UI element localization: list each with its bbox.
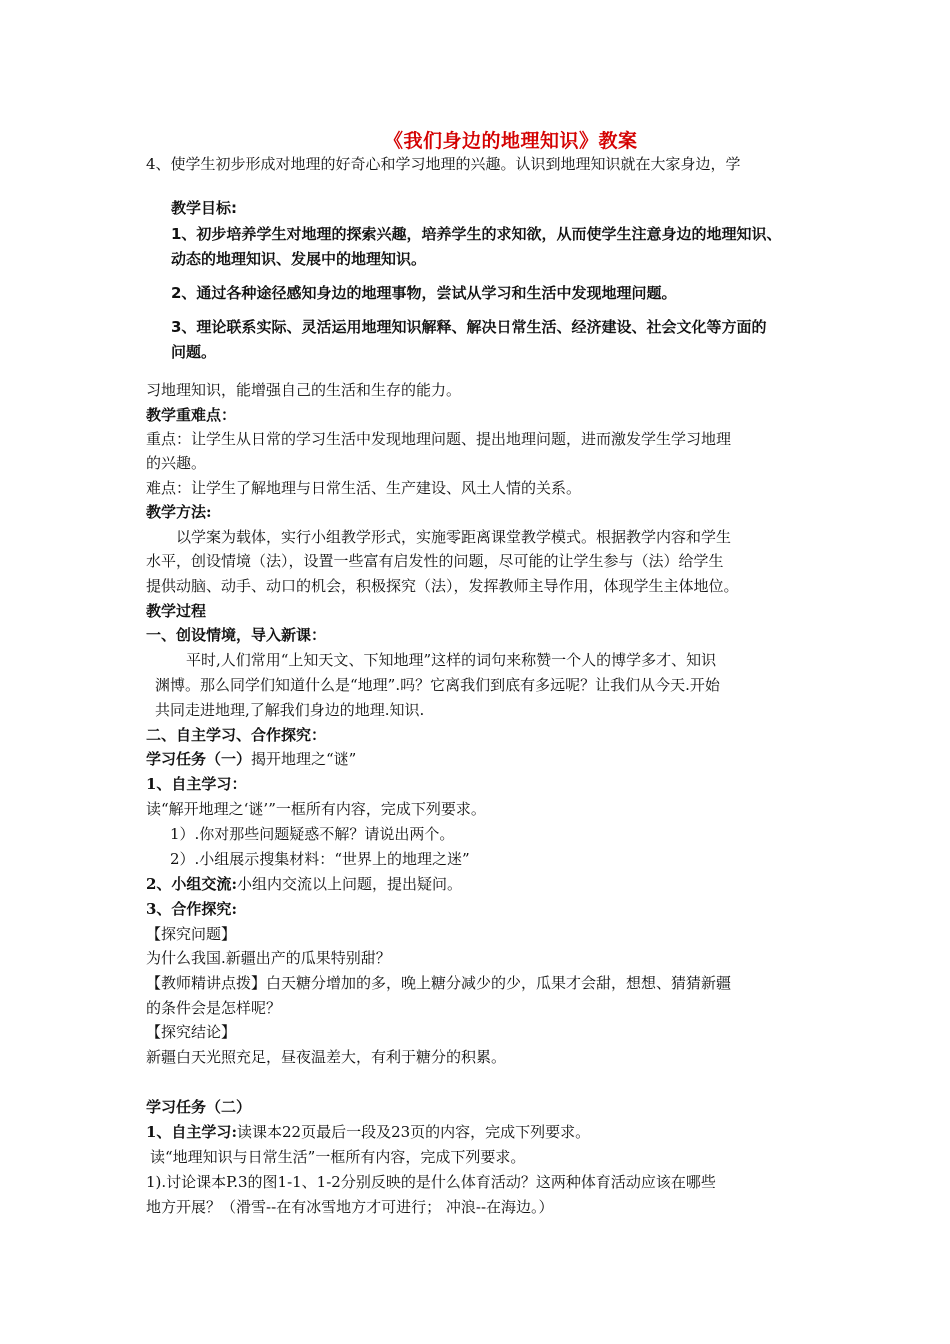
teacher-point-line-2: 的条件会是怎样呢？ xyxy=(146,999,282,1017)
method-line-3: 提供动脑、动手、动口的机会，积极探究（法），发挥教师主导作用，体现学生主体地位。 xyxy=(146,577,739,595)
teacher-point-text: 白天糖分增加的多，晚上糖分减少的少，瓜果才会甜，想想、猜猜新疆 xyxy=(266,974,732,992)
section-1-line-1: 平时,人们常用“上知天文、下知地理”这样的词句来称赞一个人的博学多才、知识 xyxy=(186,651,717,669)
section-1-line-2: 渊博。那么同学们知道什么是“地理”.吗？它离我们到底有多远呢？让我们从今天.开始 xyxy=(155,676,720,694)
objective-line-continued: 习地理知识，能增强自己的生活和生存的能力。 xyxy=(146,381,462,399)
goal-1-line-1: 1、初步培养学生对地理的探索兴趣，培养学生的求知欲，从而使学生注意身边的地理知识、 xyxy=(171,225,782,243)
goal-2: 2、通过各种途径感知身边的地理事物，尝试从学习和生活中发现地理问题。 xyxy=(171,284,677,302)
group-exchange-label: 2、小组交流: xyxy=(146,875,237,893)
method-line-2: 水平，创设情境（法），设置一些富有启发性的问题，尽可能的让学生参与（法）给学生 xyxy=(146,552,724,570)
section-1-line-3: 共同走进地理,了解我们身边的地理.知识. xyxy=(155,701,425,719)
task-2-self-study-line xyxy=(146,1122,590,1142)
goal-3-line-2: 问题。 xyxy=(171,343,217,361)
goal-3-line-1: 3、理论联系实际、灵活运用地理知识解释、解决日常生活、经济建设、社会文化等方面的 xyxy=(171,318,767,336)
task-1-question-1: 1）.你对那些问题疑惑不解？请说出两个。 xyxy=(170,825,455,843)
task-1-line xyxy=(146,749,356,769)
teacher-point-line-1 xyxy=(146,973,731,993)
goal-1-line-2: 动态的地理知识、发展中的地理知识。 xyxy=(171,250,427,268)
difficulty-heading: 教学重难点： xyxy=(146,406,237,424)
task-1-text: 揭开地理之“谜” xyxy=(251,750,357,768)
task-2-self-study-text: 读课本22页最后一段及23页的内容，完成下列要求。 xyxy=(236,1123,591,1141)
teacher-point-label: 【教师精讲点拨】 xyxy=(146,974,267,992)
explore-question-label: 【探究问题】 xyxy=(146,925,237,943)
task-2-question-1-line-2: 地方开展？（滑雪--在有冰雪地方才可进行； 冲浪--在海边。） xyxy=(146,1198,554,1216)
conclusion-text: 新疆白天光照充足，昼夜温差大，有利于糖分的积累。 xyxy=(146,1048,507,1066)
cooperative-explore-heading: 3、合作探究: xyxy=(146,900,237,918)
method-line-1: 以学案为载体，实行小组教学形式，实施零距离课堂教学模式。根据教学内容和学生 xyxy=(176,528,732,546)
hard-point: 难点：让学生了解地理与日常生活、生产建设、风土人情的关系。 xyxy=(146,479,582,497)
objective-line-4: 4、使学生初步形成对地理的好奇心和学习地理的兴趣。认识到地理知识就在大家身边，学 xyxy=(146,155,741,173)
task-1-label: 学习任务（一） xyxy=(146,750,252,768)
method-heading: 教学方法: xyxy=(146,503,212,521)
page-title: 《我们身边的地理知识》教案 xyxy=(384,130,638,152)
section-1-heading: 一、创设情境，导入新课： xyxy=(146,626,327,644)
task-2-read: 读“地理知识与日常生活”一框所有内容，完成下列要求。 xyxy=(150,1148,526,1166)
group-exchange-text: 小组内交流以上问题，提出疑问。 xyxy=(236,875,462,893)
conclusion-label: 【探究结论】 xyxy=(146,1023,237,1041)
task-1-question-2: 2）.小组展示搜集材料：“世界上的地理之迷” xyxy=(170,850,470,868)
key-point-line-1: 重点：让学生从日常的学习生活中发现地理问题、提出地理问题，进而激发学生学习地理 xyxy=(146,430,732,448)
group-exchange-line xyxy=(146,874,462,894)
key-point-line-2: 的兴趣。 xyxy=(146,454,207,472)
task-1-read: 读“解开地理之‘谜’”一框所有内容，完成下列要求。 xyxy=(146,800,486,818)
task-2-question-1-line-1: 1).讨论课本P.3的图1-1、1-2分别反映的是什么体育活动？这两种体育活动应该在哪些 xyxy=(146,1173,716,1191)
goals-heading: 教学目标: xyxy=(171,199,237,217)
task-1-self-study-heading: 1、自主学习： xyxy=(146,775,247,793)
section-2-heading: 二、自主学习、合作探究： xyxy=(146,726,327,744)
explore-question: 为什么我国.新疆出产的瓜果特别甜？ xyxy=(146,949,391,967)
task-2-heading: 学习任务（二） xyxy=(146,1098,252,1116)
task-2-self-study-label: 1、自主学习: xyxy=(146,1123,237,1141)
process-heading: 教学过程 xyxy=(146,602,207,620)
